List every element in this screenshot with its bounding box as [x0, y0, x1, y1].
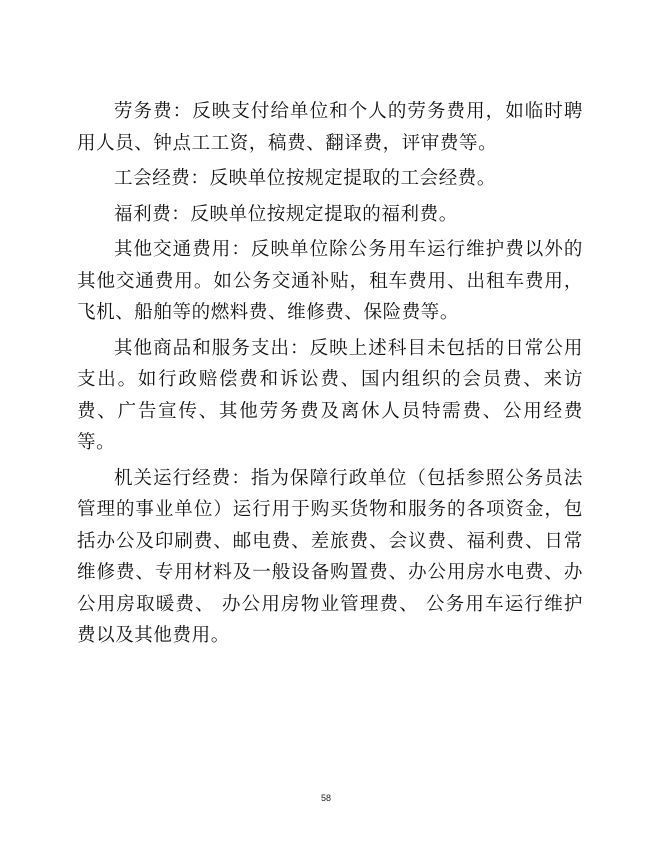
paragraph-welfare-fee: 福利费：反映单位按规定提取的福利费。 — [114, 203, 458, 225]
paragraph-union-fee: 工会经费：反映单位按规定提取的工会经费。 — [114, 168, 497, 189]
paragraph-other-goods-services: 其他商品和服务支出：反映上述科目未包括的日常公用支出。如行政赔偿费和诉讼费、国内组织的会员费、来访费、广告宣传、其他劳务费及离休人员特需费、公用经费等。 — [77, 337, 583, 453]
document-body — [77, 92, 583, 652]
page-number: 58 — [320, 793, 331, 803]
paragraph-other-transport-fee: 其他交通费用：反映单位除公务用车运行维护费以外的其他交通费用。如公务交通补贴，租车费用、出租车费用，飞机、船舶等的燃料费、维修费、保险费等。 — [77, 239, 583, 323]
paragraph-labor-fee: 劳务费：反映支付给单位和个人的劳务费用，如临时聘用人员、钟点工工资，稿费、翻译费，评审费等。 — [77, 101, 583, 154]
paragraph-agency-operating-fee: 机关运行经费：指为保障行政单位（包括参照公务员法管理的事业单位）运行用于购买货物和服务的各项资金，包括办公及印刷费、邮电费、差旅费、会议费、福利费、日常维修费、专用材料及一般设备购置费、办公用房水电费、办公用房取暖费、 办公用房物业管理费、 公务用车运行维护费以及其他费用。 — [77, 467, 583, 646]
